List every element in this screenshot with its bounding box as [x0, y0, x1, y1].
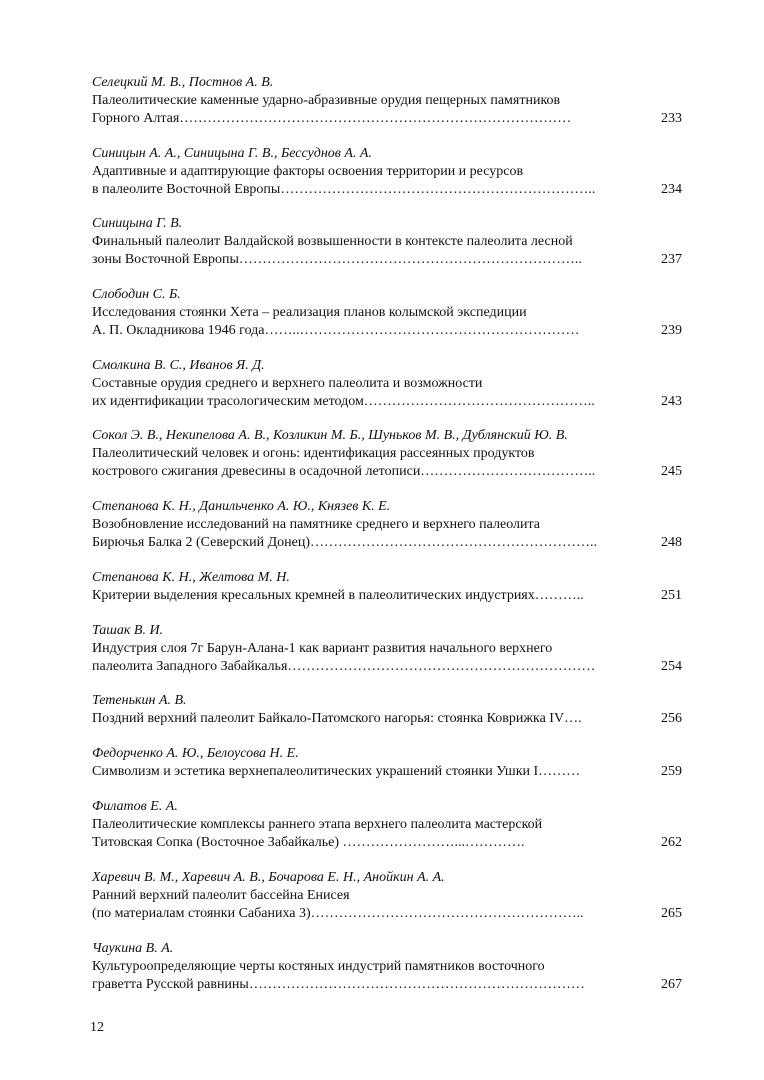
- entry-title-last-line: [92, 658, 680, 676]
- entry-title-line: Культуроопределяющие черты костяных индустрий памятников восточного: [92, 959, 545, 974]
- entry-title-last-line: [92, 322, 680, 340]
- entry-title-last-line: [92, 976, 680, 994]
- entry-title-line: Финальный палеолит Валдайской возвышенности в контексте палеолита лесной: [92, 234, 573, 249]
- entry-title-line: Ранний верхний палеолит бассейна Енисея: [92, 888, 350, 903]
- entry-title-line: Палеолитический человек и огонь: идентификация рассеянных продуктов: [92, 446, 535, 461]
- entry-title-text: зоны Восточной Европы………………………………………………………………..: [92, 252, 582, 267]
- entry-title-text: Горного Алтая…………………………………………………………………………: [92, 111, 572, 126]
- toc-entry: [92, 798, 680, 852]
- toc-entry: [92, 569, 680, 605]
- entry-title-line: Палеолитические каменные ударно-абразивные орудия пещерных памятников: [92, 93, 561, 108]
- entry-title-text: кострового сжигания древесины в осадочной летописи………………………………..: [92, 464, 596, 479]
- entry-title-line: Индустрия слоя 7г Барун-Алана-1 как вариант развития начального верхнего: [92, 641, 553, 656]
- toc-entry: [92, 357, 680, 411]
- toc-entry: [92, 74, 680, 128]
- toc-entry: [92, 622, 680, 676]
- toc-entry: [92, 940, 680, 994]
- entry-authors: Слободин С. Б.: [92, 287, 181, 302]
- entry-page-number: 267: [661, 977, 682, 992]
- entry-authors: Степанова К. Н., Данильченко А. Ю., Князев К. Е.: [92, 499, 391, 514]
- entry-title-last-line: [92, 181, 680, 199]
- toc-entry: [92, 869, 680, 923]
- entry-title-text: палеолита Западного Забайкалья…………………………………………………………: [92, 659, 596, 674]
- toc-entry: [92, 427, 680, 481]
- entry-authors: Федорченко А. Ю., Белоусова Н. Е.: [92, 746, 299, 761]
- entry-page-number: 254: [661, 659, 682, 674]
- entry-title-last-line: [92, 587, 680, 605]
- entry-title-last-line: [92, 393, 680, 411]
- toc-entry: [92, 286, 680, 340]
- entry-authors: Степанова К. Н., Желтова М. Н.: [92, 570, 290, 585]
- entry-title-line: Возобновление исследований на памятнике среднего и верхнего палеолита: [92, 517, 541, 532]
- entry-page-number: 248: [661, 535, 682, 550]
- entry-page-number: 233: [661, 111, 682, 126]
- entry-title-last-line: [92, 463, 680, 481]
- entry-authors: Ташак В. И.: [92, 623, 164, 638]
- entry-authors: Сокол Э. В., Некипелова А. В., Козликин М. Б., Шуньков М. В., Дублянский Ю. В.: [92, 428, 568, 443]
- entry-page-number: 259: [661, 764, 682, 779]
- entry-page-number: 245: [661, 464, 682, 479]
- entry-title-last-line: [92, 251, 680, 269]
- entry-page-number: 239: [661, 323, 682, 338]
- entry-title-line: Палеолитические комплексы раннего этапа верхнего палеолита мастерской: [92, 817, 543, 832]
- entry-authors: Селецкий М. В., Постнов А. В.: [92, 75, 274, 90]
- entry-title-text: Критерии выделения кресальных кремней в палеолитических индустриях………..: [92, 588, 584, 603]
- entry-title-text: в палеолите Восточной Европы…………………………………………………………..: [92, 182, 596, 197]
- entry-title-line: Составные орудия среднего и верхнего палеолита и возможности: [92, 376, 483, 391]
- entry-title-text: (по материалам стоянки Сабаниха 3)…………………………………………………..: [92, 906, 584, 921]
- entry-authors: Смолкина В. С., Иванов Я. Д.: [92, 358, 265, 373]
- page-number: 12: [90, 1020, 104, 1035]
- entry-title-text: Поздний верхний палеолит Байкало-Патомского нагорья: стоянка Коврижка IV….: [92, 711, 582, 726]
- entry-page-number: 237: [661, 252, 682, 267]
- entry-title-last-line: [92, 710, 680, 728]
- entry-title-text: А. П. Окладникова 1946 года……..……………………………………………………: [92, 323, 580, 338]
- entry-title-last-line: [92, 905, 680, 923]
- entry-title-last-line: [92, 110, 680, 128]
- toc-entry: [92, 745, 680, 781]
- entry-authors: Синицына Г. В.: [92, 216, 183, 231]
- entry-page-number: 256: [661, 711, 682, 726]
- entry-title-last-line: [92, 534, 680, 552]
- entry-page-number: 251: [661, 588, 682, 603]
- entry-authors: Синицын А. А., Синицына Г. В., Бессуднов А. А.: [92, 146, 372, 161]
- entry-title-line: Исследования стоянки Хета – реализация планов колымской экспедиции: [92, 305, 527, 320]
- entry-page-number: 234: [661, 182, 682, 197]
- entry-title-last-line: [92, 834, 680, 852]
- entry-authors: Филатов Е. А.: [92, 799, 178, 814]
- entry-authors: Чаукина В. А.: [92, 941, 174, 956]
- entry-title-line: Адаптивные и адаптирующие факторы освоения территории и ресурсов: [92, 164, 524, 179]
- toc-entry: [92, 498, 680, 552]
- toc-entry: [92, 692, 680, 728]
- entry-title-text: граветта Русской равнины………………………………………………………………: [92, 977, 585, 992]
- entry-authors: Харевич В. М., Харевич А. В., Бочарова Е. Н., Анойкин А. А.: [92, 870, 445, 885]
- entry-page-number: 265: [661, 906, 682, 921]
- entry-title-last-line: [92, 763, 680, 781]
- entry-page-number: 262: [661, 835, 682, 850]
- entry-page-number: 243: [661, 394, 682, 409]
- entry-title-text: Титовская Сопка (Восточное Забайкалье) ……………………...………….: [92, 835, 525, 850]
- entry-title-text: Бирючья Балка 2 (Северский Донец)……………………………………………………..: [92, 535, 598, 550]
- entry-title-text: их идентификации трасологическим методом…………………………………………..: [92, 394, 595, 409]
- toc-entry: [92, 145, 680, 199]
- toc-entry: [92, 215, 680, 269]
- entry-authors: Тетенькин А. В.: [92, 693, 187, 708]
- entry-title-text: Символизм и эстетика верхнепалеолитических украшений стоянки Ушки I………: [92, 764, 581, 779]
